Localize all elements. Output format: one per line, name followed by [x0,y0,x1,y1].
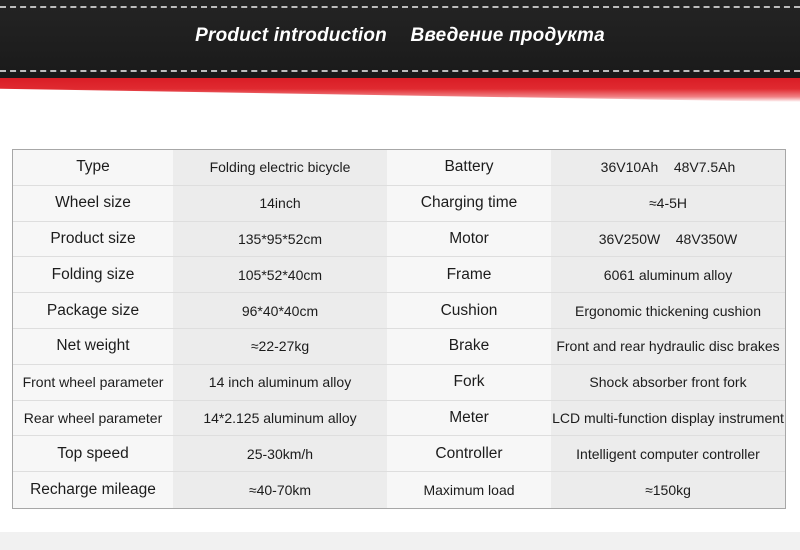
spec-value: 96*40*40cm [173,293,387,328]
spec-value: 36V250W 48V350W [551,222,785,257]
spec-label: Wheel size [13,186,173,221]
spec-value: 14*2.125 aluminum alloy [173,401,387,436]
spec-label: Front wheel parameter [13,365,173,400]
spec-label: Top speed [13,436,173,471]
table-row [13,150,785,186]
red-accent-band [0,78,800,102]
spec-label: Motor [387,222,551,257]
spec-value: ≈22-27kg [173,329,387,364]
bottom-stitch-divider [0,70,800,72]
header-banner [0,0,800,78]
table-row [13,472,785,508]
spec-value: Shock absorber front fork [551,365,785,400]
table-row [13,365,785,401]
table-row [13,222,785,258]
table-row [13,329,785,365]
spec-value: 135*95*52cm [173,222,387,257]
spec-value: 14inch [173,186,387,221]
bottom-shade [0,532,800,550]
table-row [13,186,785,222]
spec-value: LCD multi-function display instrument [551,401,785,436]
spec-label: Product size [13,222,173,257]
spec-value: ≈4-5H [551,186,785,221]
spec-value: Front and rear hydraulic disc brakes [551,329,785,364]
spec-value: Folding electric bicycle [173,150,387,185]
spec-label: Brake [387,329,551,364]
spec-label: Folding size [13,257,173,292]
spec-value: 6061 aluminum alloy [551,257,785,292]
spec-value: Ergonomic thickening cushion [551,293,785,328]
spec-label: Package size [13,293,173,328]
table-row [13,257,785,293]
spec-label: Controller [387,436,551,471]
spec-label: Recharge mileage [13,472,173,508]
spec-value: ≈150kg [551,472,785,508]
spec-label: Type [13,150,173,185]
spec-label: Fork [387,365,551,400]
spec-label: Maximum load [387,472,551,508]
spec-value: 36V10Ah 48V7.5Ah [551,150,785,185]
table-row [13,293,785,329]
spec-value: 105*52*40cm [173,257,387,292]
spec-label: Battery [387,150,551,185]
spec-label: Net weight [13,329,173,364]
table-row [13,436,785,472]
banner-title [0,25,800,47]
table-row [13,401,785,437]
top-stitch-divider [0,6,800,8]
title-russian: Введение продукта [410,25,605,46]
spec-value: 14 inch aluminum alloy [173,365,387,400]
spec-label: Frame [387,257,551,292]
spec-table [12,149,786,509]
spec-label: Meter [387,401,551,436]
spec-label: Rear wheel parameter [13,401,173,436]
spec-value: ≈40-70km [173,472,387,508]
spec-label: Cushion [387,293,551,328]
spec-value: 25-30km/h [173,436,387,471]
title-english: Product introduction [195,25,387,46]
spec-value: Intelligent computer controller [551,436,785,471]
spec-label: Charging time [387,186,551,221]
